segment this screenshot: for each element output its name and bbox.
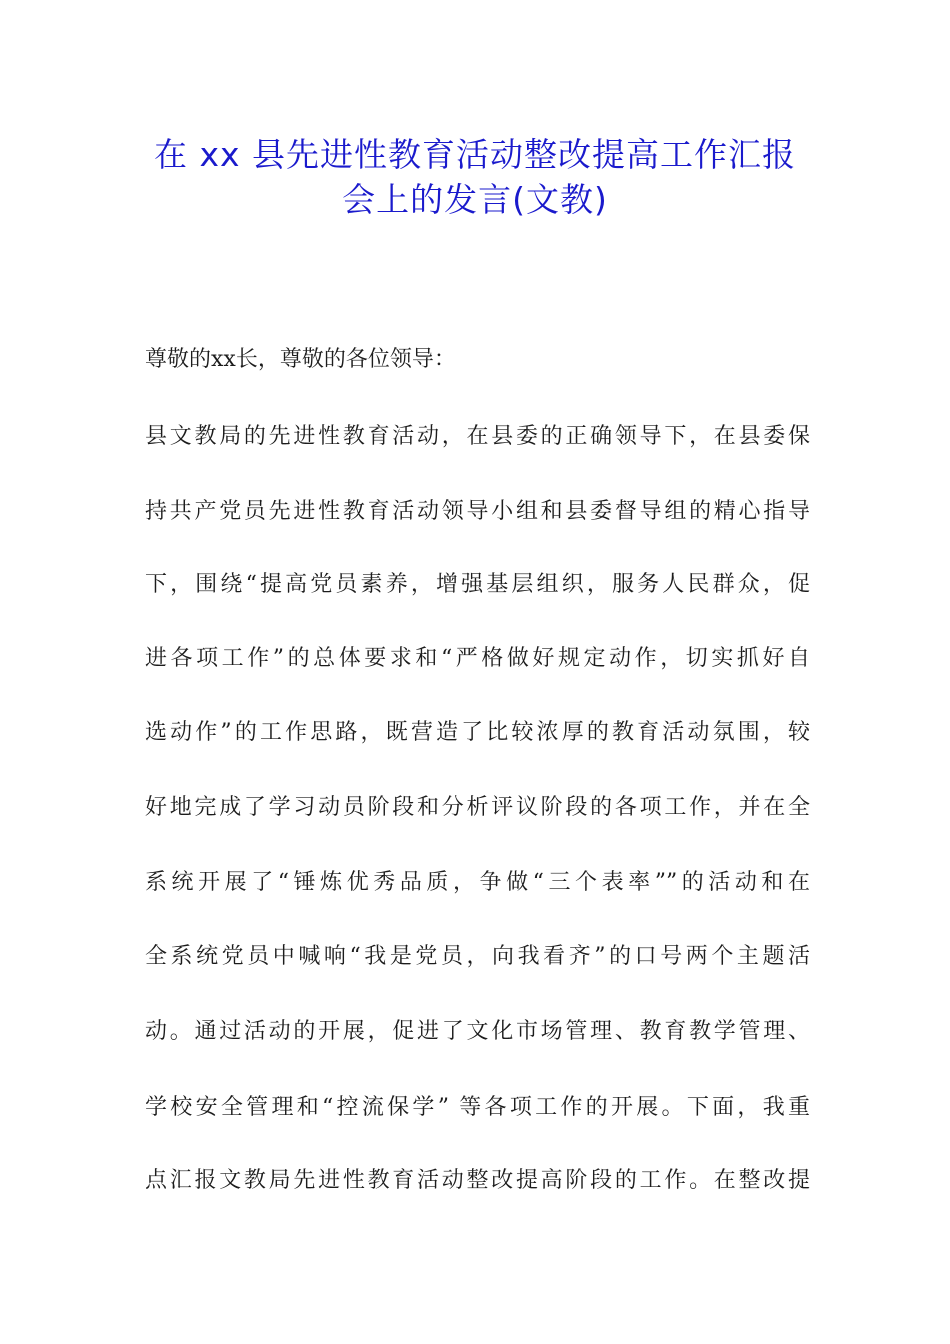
body-line: 动。通过活动的开展，促进了文化市场管理、教育教学管理、 [145,1019,810,1044]
body-line: 系统开展了“锤炼优秀品质，争做“三个表率””的活动和在 [145,870,810,895]
body-line: 点汇报文教局先进性教育活动整改提高阶段的工作。在整改提 [145,1168,810,1193]
body-line: 全系统党员中喊响“我是党员，向我看齐”的口号两个主题活 [145,944,810,969]
document-title-line-2: 会上的发言(文教) [342,180,608,219]
body-line: 下，围绕“提高党员素养，增强基层组织，服务人民群众，促 [145,572,810,597]
body-line: 学校安全管理和“控流保学” 等各项工作的开展。下面，我重 [145,1095,810,1120]
body-line: 县文教局的先进性教育活动，在县委的正确领导下，在县委保 [145,424,810,449]
greeting: 尊敬的xx长，尊敬的各位领导： [145,347,456,372]
body-line: 选动作”的工作思路，既营造了比较浓厚的教育活动氛围，较 [145,720,810,745]
document-title-line-1: 在 xx 县先进性教育活动整改提高工作汇报 [153,135,797,174]
body-line: 好地完成了学习动员阶段和分析评议阶段的各项工作，并在全 [145,795,810,820]
body-line: 持共产党员先进性教育活动领导小组和县委督导组的精心指导 [145,499,810,524]
body-line: 进各项工作”的总体要求和“严格做好规定动作，切实抓好自 [145,646,810,671]
